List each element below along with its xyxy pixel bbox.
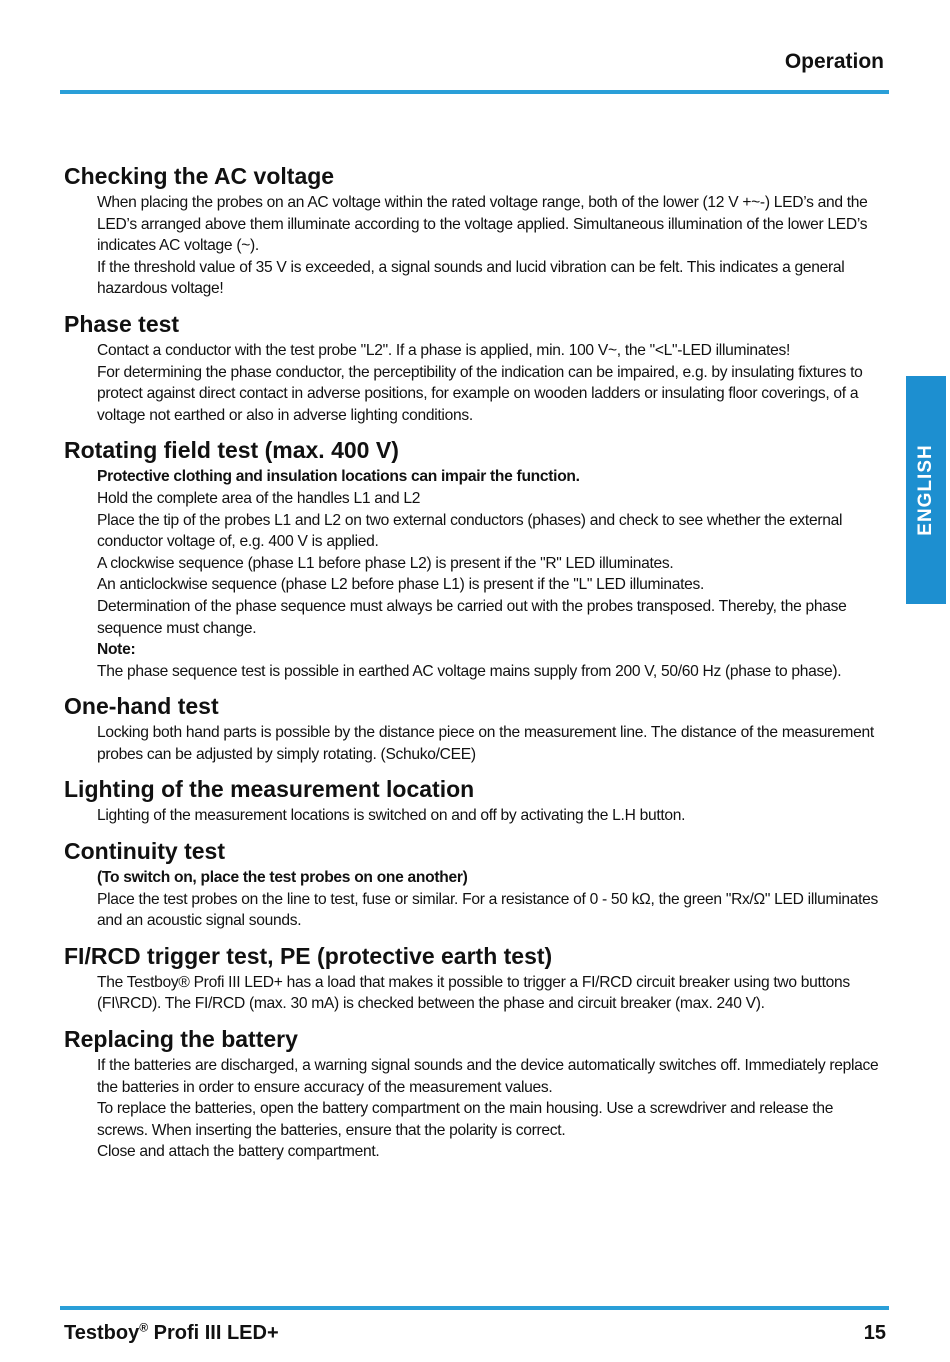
- section-heading: Replacing the battery: [64, 1026, 298, 1053]
- section-heading: Checking the AC voltage: [64, 163, 335, 189]
- registered-mark: ®: [139, 1320, 149, 1335]
- section-continuity-test: [64, 835, 879, 932]
- paragraph: The Testboy® Profi III LED+ has a load that makes it possible to trigger a FI/RCD circuit breaker using two buttons (FI\RCD). The FI/RCD (max. 30 mA) is checked between the phase and circuit breaker (max. 240 V).: [97, 973, 850, 1013]
- paragraph: If the threshold value of 35 V is exceeded, a signal sounds and lucid vibration can be felt. This indicates a general hazardous voltage!: [97, 258, 845, 298]
- paragraph: Place the test probes on the line to test, fuse or similar. For a resistance of 0 - 50 kΩ, the green "Rx/Ω" LED illuminates and an acoustic signal sounds.: [97, 890, 879, 930]
- section-body: [64, 340, 879, 426]
- section-lighting: [64, 773, 879, 827]
- paragraph: An anticlockwise sequence (phase L2 before phase L1) is present if the "L" LED illuminates.: [97, 576, 705, 594]
- section-one-hand-test: [64, 690, 879, 765]
- section-heading: Lighting of the measurement location: [64, 776, 475, 803]
- product-name: [64, 1322, 279, 1345]
- section-heading: Phase test: [64, 310, 180, 337]
- section-body: [64, 722, 879, 765]
- section-rotating-field-test: [64, 434, 879, 682]
- warning-paragraph: Protective clothing and insulation locations can impair the function.: [97, 468, 580, 486]
- main-content: [64, 160, 879, 1171]
- section-heading: One-hand test: [64, 693, 219, 720]
- footer-rule: [60, 1306, 889, 1310]
- model-name: Profi III LED+: [148, 1322, 279, 1344]
- paragraph: For determining the phase conductor, the perceptibility of the indication can be impaired, e.g. by insulating fixtures to protect against direct contact in adverse positions, for example on wooden ladders or insulating floor coverings, of a voltage not earthed or also in adverse lighting conditions.: [97, 363, 863, 424]
- paragraph: Close and attach the battery compartment.: [97, 1143, 380, 1161]
- paragraph: Place the tip of the probes L1 and L2 on two external conductors (phases) and check to see whether the external conductor voltage of, e.g. 400 V is applied.: [97, 511, 843, 551]
- section-body: [64, 867, 879, 932]
- note-label: Note:: [97, 641, 136, 659]
- paragraph: To replace the batteries, open the battery compartment on the main housing. Use a screwdriver and release the screws. When inserting the batteries, ensure that the polarity is correct.: [97, 1100, 834, 1139]
- page-number: 15: [863, 1322, 886, 1344]
- instruction-paragraph: (To switch on, place the test probes on one another): [97, 869, 468, 887]
- paragraph: Contact a conductor with the test probe "L2". If a phase is applied, min. 100 V~, the "<L"-LED illuminates!: [97, 341, 791, 359]
- section-checking-ac-voltage: [64, 160, 879, 300]
- paragraph: A clockwise sequence (phase L1 before phase L2) is present if the "R" LED illuminates.: [97, 554, 674, 572]
- paragraph: When placing the probes on an AC voltage within the rated voltage range, both of the lower (12 V +~-) LED’s and the LED’s arranged above them illuminate according to the voltage applied. Simultaneous illumination of the lower LED’s indicates AC voltage (~).: [97, 194, 868, 255]
- brand-name: Testboy: [64, 1322, 140, 1344]
- section-fi-rcd-test: [64, 940, 879, 1015]
- section-phase-test: [64, 308, 879, 426]
- paragraph: If the batteries are discharged, a warning signal sounds and the device automatically switches off. Immediately replace the batteries in order to ensure accuracy of the measurement values.: [97, 1057, 879, 1096]
- paragraph: The phase sequence test is possible in earthed AC voltage mains supply from 200 V, 50/60 Hz (phase to phase).: [97, 662, 842, 680]
- page-header-title: Operation: [784, 50, 884, 73]
- section-body: [64, 1055, 879, 1163]
- section-body: [64, 466, 879, 682]
- section-heading: FI/RCD trigger test, PE (protective earth test): [64, 942, 553, 969]
- section-body: [64, 805, 879, 827]
- language-tab-label: ENGLISH: [915, 444, 936, 536]
- section-body: [64, 972, 879, 1015]
- paragraph: Locking both hand parts is possible by the distance piece on the measurement line. The distance of the measurement probes can be adjusted by simply rotating. (Schuko/CEE): [97, 724, 874, 763]
- header-rule: [60, 90, 889, 94]
- paragraph: Hold the complete area of the handles L1 and L2: [97, 489, 421, 507]
- paragraph: Lighting of the measurement locations is switched on and off by activating the L.H button.: [97, 807, 686, 825]
- section-body: [64, 192, 879, 300]
- section-heading: Rotating field test (max. 400 V): [64, 437, 399, 464]
- paragraph: Determination of the phase sequence must always be carried out with the probes transposed. Thereby, the phase sequence must change.: [97, 597, 847, 637]
- section-replacing-battery: [64, 1023, 879, 1163]
- section-heading: Continuity test: [64, 838, 225, 865]
- language-tab: [906, 376, 946, 604]
